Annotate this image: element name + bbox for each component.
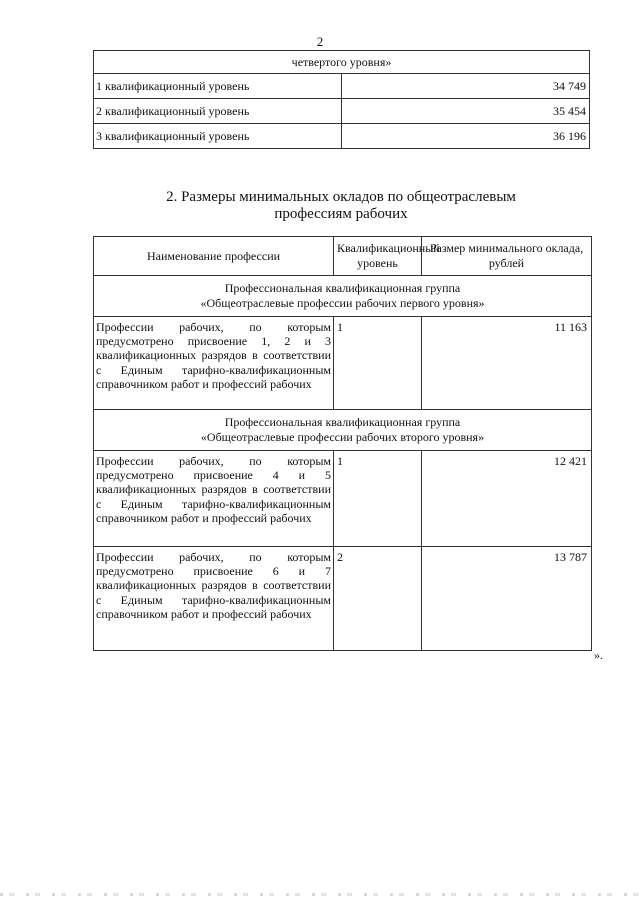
salary-value-cell: 13 787 — [422, 547, 592, 651]
table-row — [94, 317, 592, 410]
section-title-line-1: 2. Размеры минимальных окладов по общеотраслевым — [166, 189, 516, 205]
page-number: 2 — [316, 34, 324, 49]
profession-name-cell: Профессии рабочих, по которым предусмотрено присвоение 4 и 5 квалификационных разрядов в соответствии с Единым тарифно-квалификационным справочником работ и профессий рабочих — [94, 451, 334, 547]
qualification-levels-table — [93, 50, 590, 149]
profession-name-cell: Профессии рабочих, по которым предусмотрено присвоение 6 и 7 квалификационных разрядов в соответствии с Единым тарифно-квалификационным справочником работ и профессий рабочих — [94, 547, 334, 651]
salary-value-cell: 11 163 — [422, 317, 592, 410]
salary-value-cell: 12 421 — [422, 451, 592, 547]
level-name-cell: 2 квалификационный уровень — [94, 99, 342, 124]
level-name-cell: 1 квалификационный уровень — [94, 74, 342, 99]
qualification-level-cell: 1 — [334, 451, 422, 547]
salary-value-cell: 35 454 — [342, 99, 590, 124]
qualification-level-cell: 2 — [334, 547, 422, 651]
table-row — [94, 451, 592, 547]
scan-noise-strip — [0, 893, 640, 896]
profession-name-cell: Профессии рабочих, по которым предусмотрено присвоение 1, 2 и 3 квалификационных разрядов в соответствии с Единым тарифно-квалификационным справочником работ и профессий рабочих — [94, 317, 334, 410]
group-row — [94, 276, 592, 317]
group-title-line-2: «Общеотраслевые профессии рабочих второго уровня» — [200, 430, 485, 444]
group-title-line-2: «Общеотраслевые профессии рабочих первого уровня» — [200, 296, 485, 310]
column-header-level: Квалификационный уровень — [334, 237, 422, 276]
column-header-salary: Размер минимального оклада, рублей — [422, 237, 592, 276]
level-name-cell: 3 квалификационный уровень — [94, 124, 342, 149]
group-continuation-cell: четвертого уровня» — [94, 51, 590, 74]
qualification-level-cell: 1 — [334, 317, 422, 410]
group-title-cell — [94, 410, 592, 451]
group-title-line-1: Профессиональная квалификационная группа — [224, 415, 461, 429]
section-title — [93, 189, 589, 223]
table-header-row — [94, 51, 590, 74]
group-row — [94, 410, 592, 451]
table-row — [94, 99, 590, 124]
table-row — [94, 74, 590, 99]
table-row — [94, 124, 590, 149]
table-row — [94, 547, 592, 651]
group-title-line-1: Профессиональная квалификационная группа — [224, 281, 461, 295]
group-title-cell — [94, 276, 592, 317]
salary-value-cell: 34 749 — [342, 74, 590, 99]
table-header-row — [94, 237, 592, 276]
column-header-profession: Наименование профессии — [94, 237, 334, 276]
section-title-line-2: профессиям рабочих — [274, 206, 408, 222]
closing-quote-mark: ». — [594, 648, 603, 662]
worker-professions-salary-table — [93, 236, 592, 651]
salary-value-cell: 36 196 — [342, 124, 590, 149]
